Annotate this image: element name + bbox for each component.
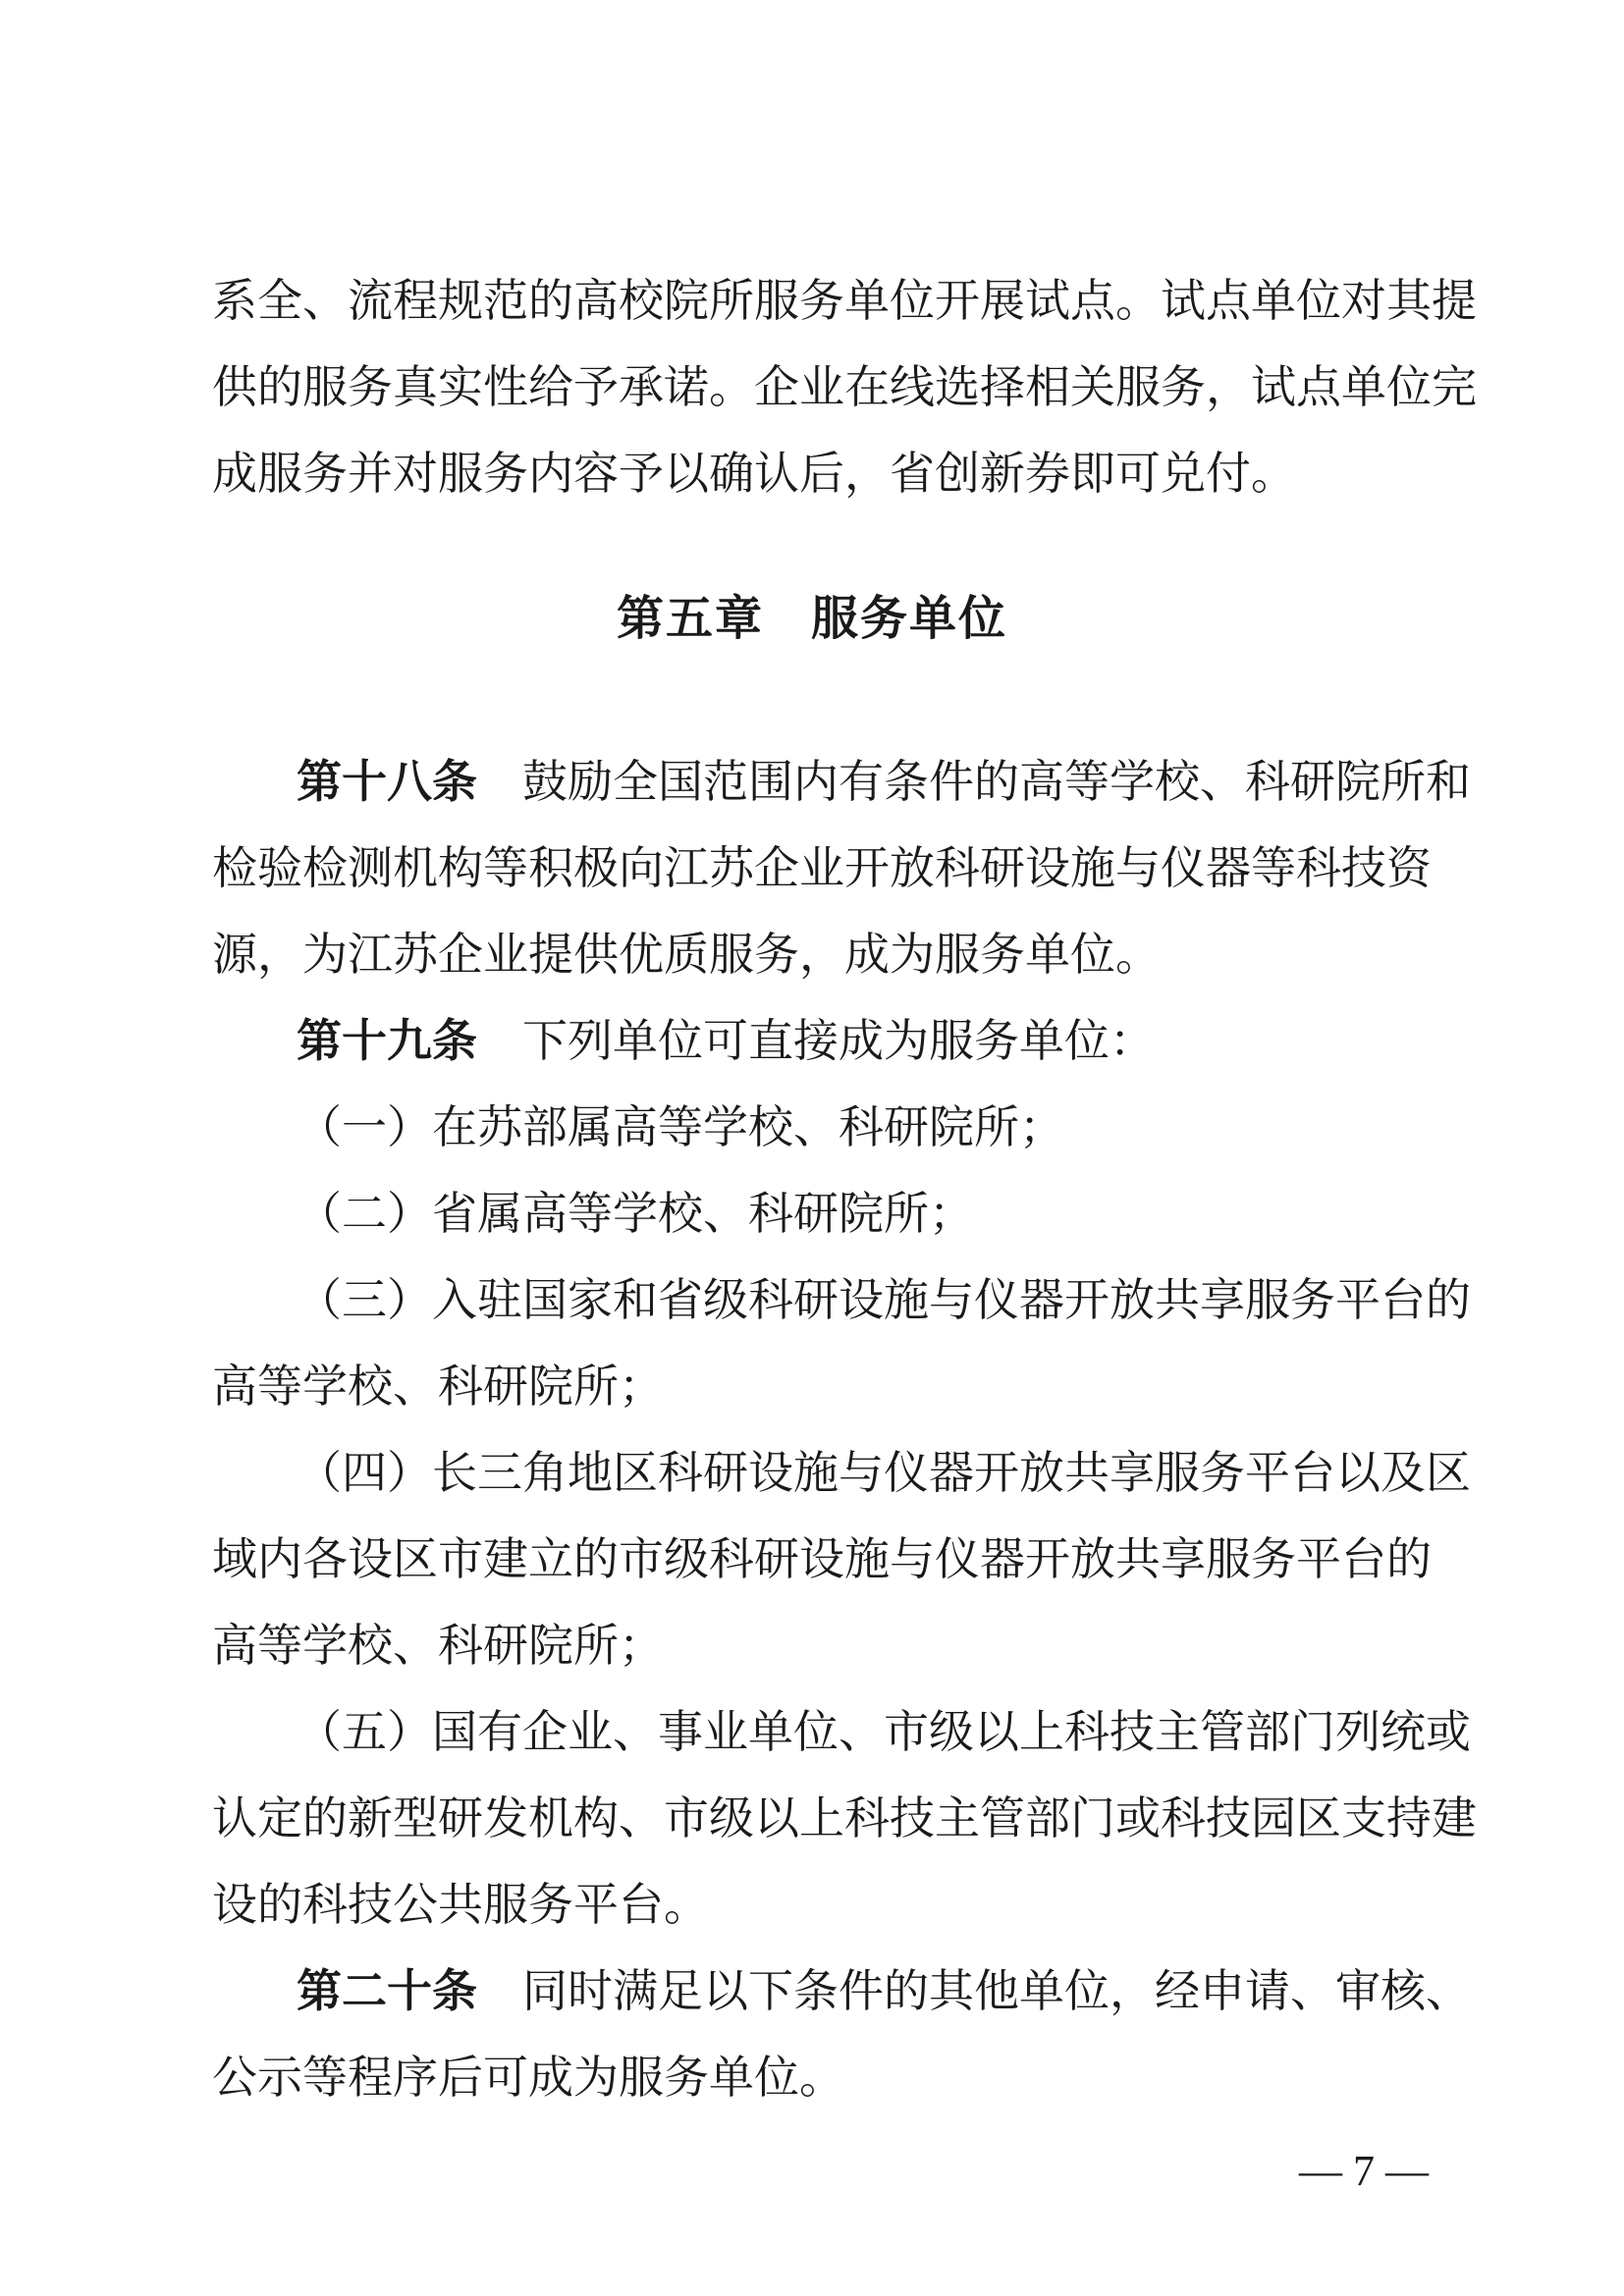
list-item-continuation: 设的科技公共服务平台。 xyxy=(212,1878,709,1931)
article-18-line: 源，为江苏企业提供优质服务，成为服务单位。 xyxy=(212,928,1161,981)
article-text: 下列单位可直接成为服务单位： xyxy=(522,1014,1155,1067)
list-item: （二）省属高等学校、科研院所； xyxy=(297,1187,974,1240)
list-item: （五）国有企业、事业单位、市级以上科技主管部门列统或 xyxy=(297,1705,1471,1758)
article-18-line: 检验检测机构等积极向江苏企业开放科研设施与仪器等科技资 xyxy=(212,841,1432,894)
list-item-continuation: 高等学校、科研院所； xyxy=(212,1360,664,1413)
list-item: （一）在苏部属高等学校、科研院所； xyxy=(297,1100,1064,1153)
body-text-line: 供的服务真实性给予承诺。企业在线选择相关服务，试点单位完 xyxy=(212,360,1477,413)
article-label: 第十八条 xyxy=(297,755,477,808)
list-item-continuation: 高等学校、科研院所； xyxy=(212,1619,664,1672)
list-item: （四）长三角地区科研设施与仪器开放共享服务平台以及区 xyxy=(297,1446,1471,1499)
page-number: — 7 — xyxy=(1299,2147,1429,2195)
list-item: （三）入驻国家和省级科研设施与仪器开放共享服务平台的 xyxy=(297,1273,1471,1326)
article-18-line xyxy=(297,752,1471,811)
article-20-line xyxy=(297,1961,1471,2020)
list-item-continuation: 认定的新型研发机构、市级以上科技主管部门或科技园区支持建 xyxy=(212,1791,1477,1844)
chapter-number: 第五章 xyxy=(616,591,764,646)
list-item-continuation: 域内各设区市建立的市级科研设施与仪器开放共享服务平台的 xyxy=(212,1532,1432,1585)
body-text-line: 系全、流程规范的高校院所服务单位开展试点。试点单位对其提 xyxy=(212,274,1477,327)
article-label: 第二十条 xyxy=(297,1964,477,2017)
article-text: 同时满足以下条件的其他单位，经申请、审核、 xyxy=(522,1964,1471,2017)
body-text-line: 成服务并对服务内容予以确认后，省创新券即可兑付。 xyxy=(212,447,1296,500)
article-20-line: 公示等程序后可成为服务单位。 xyxy=(212,2051,844,2104)
article-19-line xyxy=(297,1011,1426,1070)
chapter-title: 服务单位 xyxy=(811,591,1008,646)
article-text: 鼓励全国范围内有条件的高等学校、科研院所和 xyxy=(522,755,1471,808)
chapter-heading xyxy=(0,589,1624,648)
article-label: 第十九条 xyxy=(297,1014,477,1067)
